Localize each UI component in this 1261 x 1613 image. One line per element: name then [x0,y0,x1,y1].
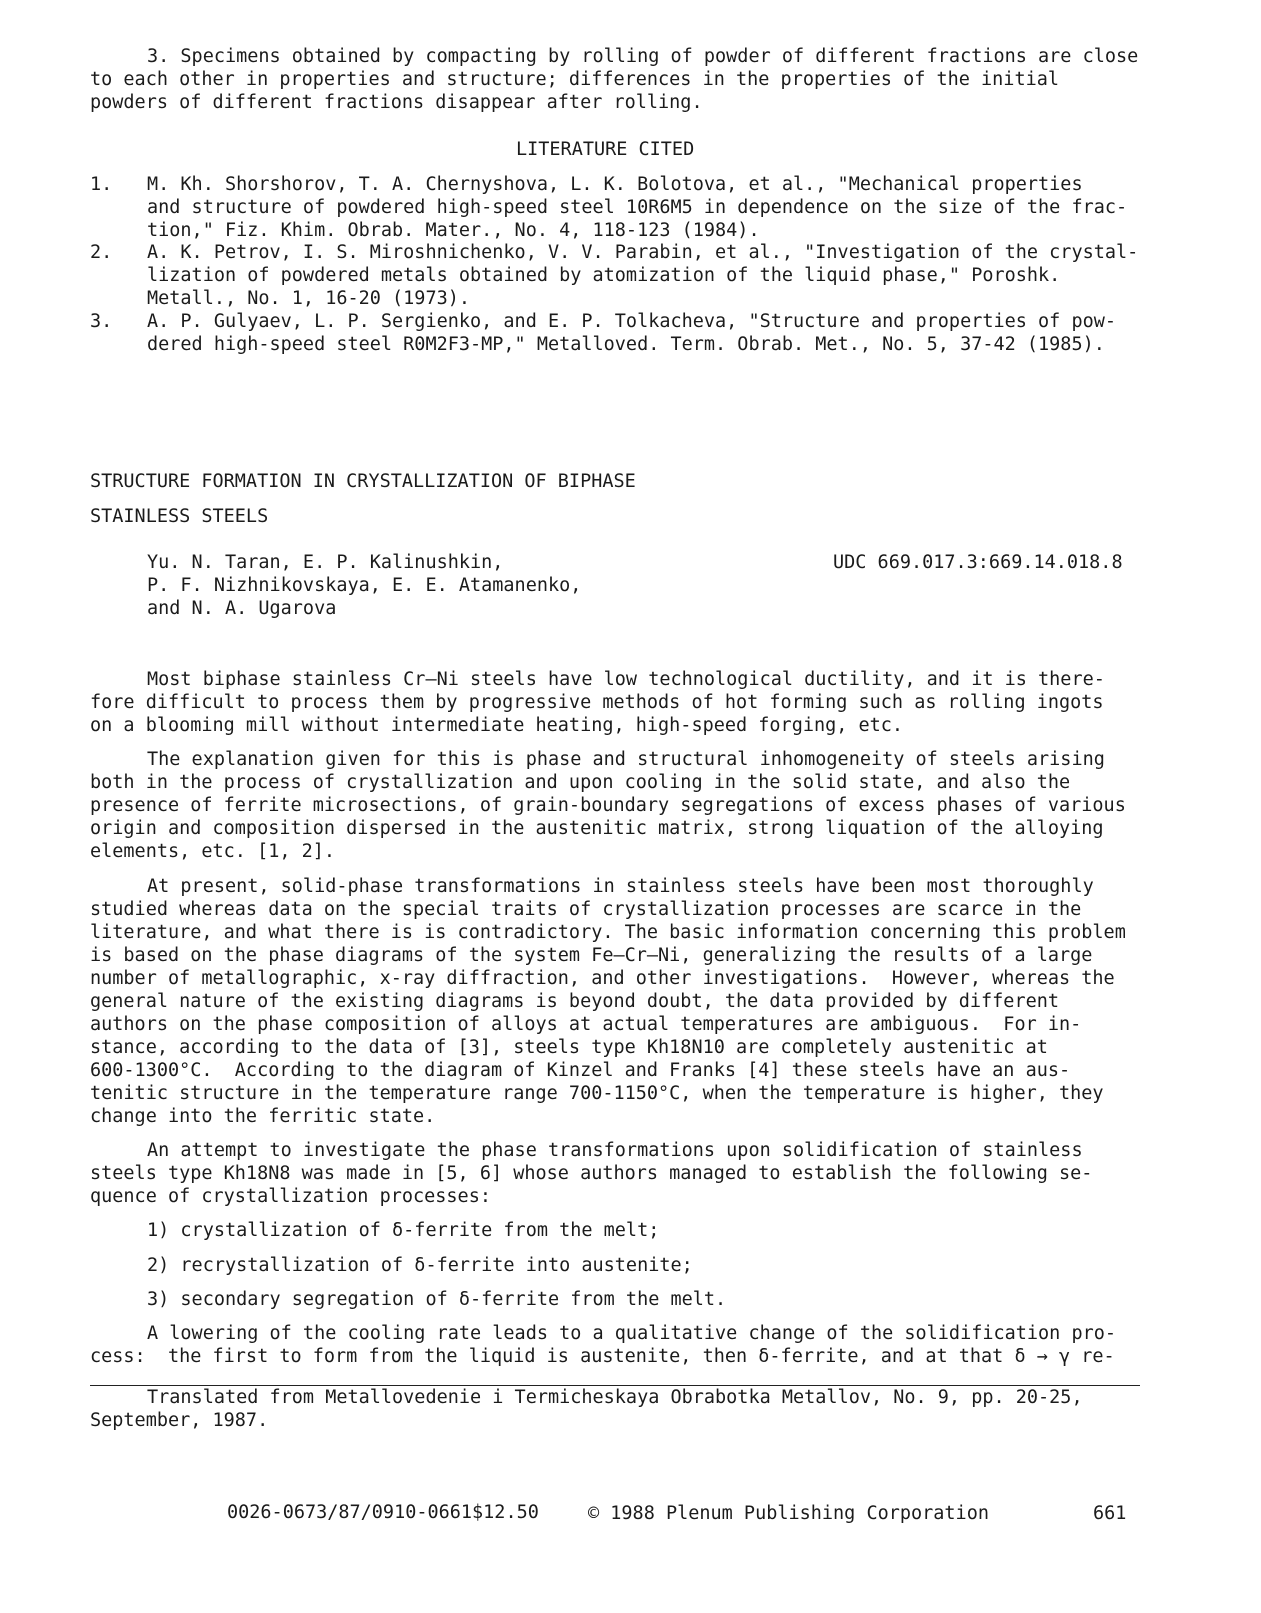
text-line: to each other in properties and structure; differences in the properties of the initial [90,69,1060,90]
footnote-line: Translated from Metallovedenie i Termicheskaya Obrabotka Metallov, No. 9, pp. 20-25, [147,1387,1083,1408]
text-line: is based on the phase diagrams of the system Fe—Cr—Ni, generalizing the results of a large [90,945,1093,966]
text-line: stance, according to the data of [3], steels type Kh18N10 are completely austenitic at [90,1037,1048,1058]
reference-number: 2. [90,242,113,263]
text-line: An attempt to investigate the phase transformations upon solidification of stainless [147,1140,1083,1161]
title-line: STAINLESS STEELS [90,506,269,527]
reference-line: dered high-speed steel R0M2F3-MP," Metalloved. Term. Obrab. Met., No. 5, 37-42 (1985). [147,334,1105,355]
list-item: 1) crystallization of δ-ferrite from the melt; [147,1220,660,1241]
reference-line: Metall., No. 1, 16-20 (1973). [147,288,471,309]
author-line: P. F. Nizhnikovskaya, E. E. Atamanenko, [147,575,582,596]
text-line: studied whereas data on the special traits of crystallization processes are scarce in the [90,899,1082,920]
text-line: fore difficult to process them by progressive methods of hot forming such as rolling ingots [90,692,1104,713]
text-line: origin and composition dispersed in the austenitic matrix, strong liquation of the alloying [90,818,1104,839]
text-line: steels type Kh18N8 was made in [5, 6] whose authors managed to establish the following se- [90,1163,1093,1184]
reference-line: M. Kh. Shorshorov, T. A. Chernyshova, L. K. Bolotova, et al., "Mechanical properties [147,174,1083,195]
author-line: and N. A. Ugarova [147,598,337,619]
footnote-line: September, 1987. [90,1410,269,1431]
text-line: A lowering of the cooling rate leads to a qualitative change of the solidification pro- [147,1323,1117,1344]
text-line: number of metallographic, x-ray diffraction, and other investigations. However, whereas the [90,968,1115,989]
text-line: Most biphase stainless Cr—Ni steels have low technological ductility, and it is there- [147,669,1105,690]
list-item: 3) secondary segregation of δ-ferrite from the melt. [147,1289,727,1310]
text-line: cess: the first to form from the liquid is austenite, then δ-ferrite, and at that δ → γ re- [90,1346,1115,1367]
reference-number: 1. [90,174,113,195]
reference-line: tion," Fiz. Khim. Obrab. Mater., No. 4, 118-123 (1984). [147,220,760,241]
reference-line: A. K. Petrov, I. S. Miroshnichenko, V. V. Parabin, et al., "Investigation of the crystal- [147,242,1139,263]
text-line: general nature of the existing diagrams is beyond doubt, the data provided by different [90,991,1060,1012]
reference-line: and structure of powdered high-speed steel 10R6M5 in dependence on the size of the frac- [147,197,1128,218]
text-line: authors on the phase composition of alloys at actual temperatures are ambiguous. For in- [90,1014,1082,1035]
text-line: 600-1300°C. According to the diagram of Kinzel and Franks [4] these steels have an aus- [90,1060,1071,1081]
text-line: tenitic structure in the temperature range 700-1150°C, when the temperature is higher, they [90,1083,1104,1104]
list-item: 2) recrystallization of δ-ferrite into austenite; [147,1255,693,1276]
text-line: 3. Specimens obtained by compacting by rolling of powder of different fractions are close [147,46,1139,67]
reference-number: 3. [90,311,113,332]
reference-line: A. P. Gulyaev, L. P. Sergienko, and E. P. Tolkacheva, "Structure and properties of pow- [147,311,1117,332]
article-code: 0026-0673/87/0910-0661$12.50 [227,1502,539,1523]
text-line: on a blooming mill without intermediate heating, high-speed forging, etc. [90,715,904,736]
text-line: both in the process of crystallization and upon cooling in the solid state, and also the [90,772,1071,793]
page-number: 661 [1093,1503,1127,1524]
text-line: presence of ferrite microsections, of grain-boundary segregations of excess phases of various [90,795,1126,816]
title-line: STRUCTURE FORMATION IN CRYSTALLIZATION OF BIPHASE [90,471,636,492]
literature-heading: LITERATURE CITED [516,139,695,160]
text-line: elements, etc. [1, 2]. [90,841,336,862]
text-line: powders of different fractions disappear after rolling. [90,92,703,113]
reference-line: lization of powdered metals obtained by atomization of the liquid phase," Poroshk. [147,265,1061,286]
author-line: Yu. N. Taran, E. P. Kalinushkin, [147,552,504,573]
text-line: The explanation given for this is phase and structural inhomogeneity of steels arising [147,749,1105,770]
text-line: change into the ferritic state. [90,1106,436,1127]
copyright-notice: © 1988 Plenum Publishing Corporation [588,1503,989,1524]
text-line: literature, and what there is is contradictory. The basic information concerning this problem [90,922,1126,943]
text-line: quence of crystallization processes: [90,1186,491,1207]
udc-code: UDC 669.017.3:669.14.018.8 [833,552,1123,573]
text-line: At present, solid-phase transformations in stainless steels have been most thoroughly [147,876,1094,897]
